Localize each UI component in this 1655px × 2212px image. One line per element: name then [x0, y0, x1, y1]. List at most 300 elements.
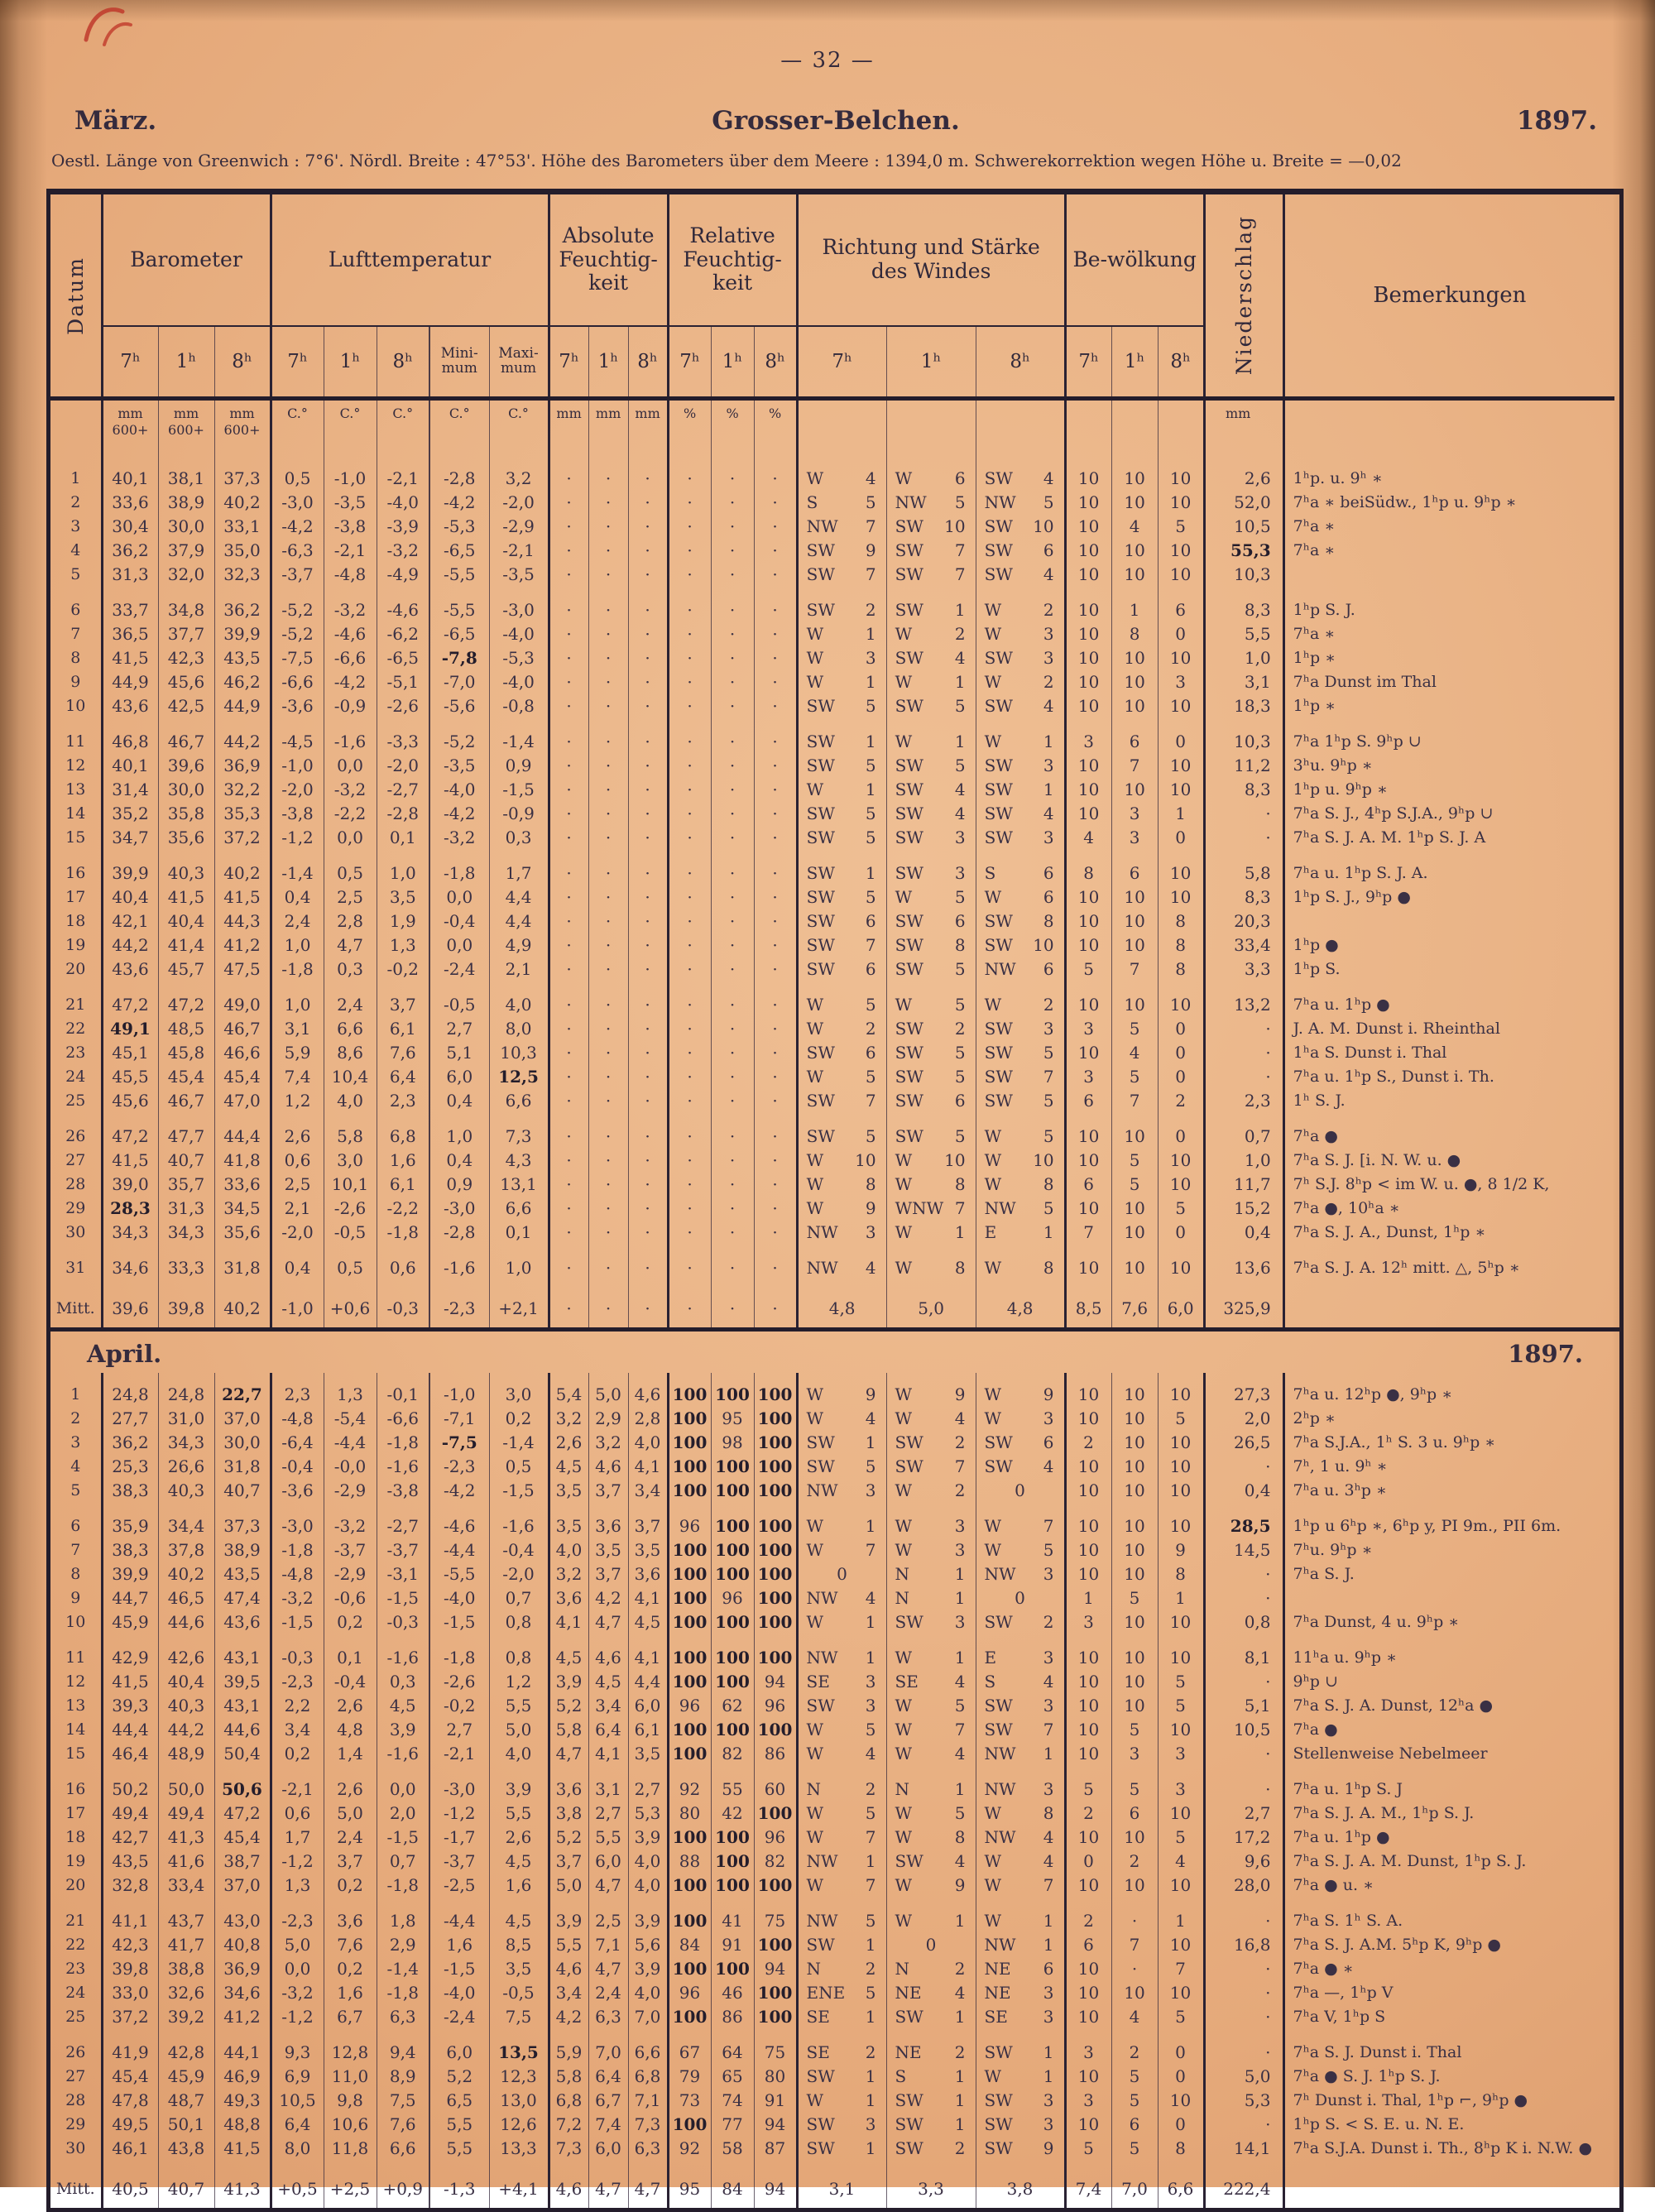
- cell-t7: 2,3: [271, 1373, 324, 1403]
- cell-t7: 5,9: [271, 1038, 324, 1062]
- cell-bw8: 0: [1158, 715, 1204, 751]
- wind-force: 3: [865, 1672, 876, 1691]
- unit-percent: %: [711, 399, 754, 458]
- cell-tmin: 0,0: [429, 882, 489, 906]
- cell-tmax: 8,0: [489, 1014, 549, 1038]
- wind-force: 1: [1043, 1222, 1054, 1242]
- cell-t1: 1,3: [324, 1373, 377, 1403]
- cell-af1: 2,5: [588, 1894, 628, 1930]
- cell-af1: 3,4: [588, 1691, 628, 1715]
- wind-force: 7: [954, 1720, 966, 1739]
- cell-w7: [797, 1763, 886, 1798]
- cell-rf7: ·: [668, 978, 711, 1014]
- cell-t8: 7,6: [377, 2109, 429, 2133]
- cell-bw1: 7: [1111, 751, 1158, 775]
- wind-force: 2: [954, 624, 966, 644]
- march-day-row: [50, 511, 1614, 535]
- cell-w1: [886, 799, 976, 823]
- cell-bem: 7ʰa S. J. A. M. 1ʰp S. J. A: [1283, 823, 1614, 847]
- cell-rf7: 96: [668, 1499, 711, 1535]
- wind-force: 1: [865, 1432, 876, 1452]
- cell-w7: [797, 457, 886, 487]
- wind-force: 1: [1043, 1744, 1054, 1763]
- cell-t7: 1,3: [271, 1870, 324, 1894]
- subheader-8h: 8ʰ: [628, 326, 668, 399]
- cell-bw8: 10: [1158, 535, 1204, 559]
- cell-b8: 45,4: [214, 1062, 271, 1086]
- march-day-row: [50, 1241, 1614, 1277]
- cell-bw1: 7: [1111, 1930, 1158, 1954]
- wind-direction: NW: [895, 492, 927, 512]
- unit-celsius: C.°: [271, 399, 324, 458]
- wind-direction: S: [895, 2066, 907, 2086]
- cell-rf7: 96: [668, 1978, 711, 2002]
- cell-rf7: ·: [668, 1086, 711, 1110]
- cell-rf7: 84: [668, 1930, 711, 1954]
- cell-rf8: ·: [754, 559, 797, 583]
- march-day-row: [50, 823, 1614, 847]
- cell-t8: -2,0: [377, 751, 429, 775]
- cell-bw7: 10: [1065, 1667, 1111, 1691]
- wind-force: 1: [1043, 1935, 1054, 1955]
- cell-w7: 3,1: [797, 2157, 886, 2208]
- cell-w1: [886, 619, 976, 643]
- cell-b8: 44,9: [214, 691, 271, 715]
- wind-direction: W: [895, 1696, 913, 1715]
- cell-rf1: ·: [711, 1145, 754, 1169]
- cell-bem: 7ʰa u. 1ʰp S., Dunst i. Th.: [1283, 1062, 1614, 1086]
- wind-direction: SW: [984, 2138, 1013, 2158]
- cell-b8: 31,8: [214, 1241, 271, 1277]
- wind-direction: E: [984, 1222, 997, 1242]
- cell-w7: [797, 1631, 886, 1667]
- cell-bw1: 5: [1111, 1583, 1158, 1607]
- cell-w1: [886, 1373, 976, 1403]
- cell-rf1: 100: [711, 1373, 754, 1403]
- cell-bem: 9ʰp ∪: [1283, 1667, 1614, 1691]
- cell-bw8: 0: [1158, 1014, 1204, 1038]
- cell-t8: 6,3: [377, 2002, 429, 2026]
- cell-rf1: 100: [711, 1870, 754, 1894]
- cell-w7: [797, 1475, 886, 1499]
- cell-tmax: -3,5: [489, 559, 549, 583]
- april-day-row: [50, 1798, 1614, 1822]
- cell-bw7: 3: [1065, 715, 1111, 751]
- cell-rf7: ·: [668, 1241, 711, 1277]
- cell-t8: -3,7: [377, 1535, 429, 1559]
- wind-force: 6: [865, 1043, 876, 1063]
- cell-t8: -6,5: [377, 643, 429, 667]
- cell-date: 8: [70, 1565, 81, 1584]
- cell-t8: -4,0: [377, 487, 429, 511]
- cell-b8: 37,0: [214, 1403, 271, 1427]
- cell-t7: -2,3: [271, 1894, 324, 1930]
- cell-bw1: 10: [1111, 1193, 1158, 1217]
- cell-af8: 3,5: [628, 1739, 668, 1763]
- cell-bw1: 4: [1111, 511, 1158, 535]
- cell-tmin: 6,0: [429, 2026, 489, 2061]
- cell-rf7: 100: [668, 1739, 711, 1763]
- cell-af7: 5,5: [549, 1930, 588, 1954]
- cell-af8: 4,4: [628, 1667, 668, 1691]
- cell-t1: 2,5: [324, 882, 377, 906]
- cell-w7: [797, 583, 886, 619]
- wind-force: 1: [865, 672, 876, 692]
- cell-w8: [976, 1499, 1065, 1535]
- cell-t7: 1,7: [271, 1822, 324, 1846]
- cell-t7: -0,3: [271, 1631, 324, 1667]
- cell-bem: 7ʰa ●, 10ʰa ∗: [1283, 1193, 1614, 1217]
- cell-af8: ·: [628, 1014, 668, 1038]
- cell-b7: 45,6: [102, 1086, 158, 1110]
- cell-af7: ·: [549, 559, 588, 583]
- wind-direction: SE: [806, 2007, 830, 2027]
- cell-t1: 2,4: [324, 1822, 377, 1846]
- cell-af8: ·: [628, 775, 668, 799]
- cell-bw7: 10: [1065, 1631, 1111, 1667]
- cell-bem: 7ʰa ● ∗: [1283, 1954, 1614, 1978]
- cell-af7: ·: [549, 847, 588, 882]
- wind-force: 6: [1043, 959, 1054, 979]
- wind-force: 6: [865, 959, 876, 979]
- cell-date: 21: [65, 1912, 86, 1931]
- wind-direction: W: [895, 887, 913, 907]
- cell-af8: ·: [628, 1062, 668, 1086]
- cell-bem: 7ʰa u. 1ʰp ●: [1283, 978, 1614, 1014]
- unit-blank: [797, 399, 886, 458]
- cell-w7: [797, 535, 886, 559]
- cell-rf1: 100: [711, 1846, 754, 1870]
- cell-w7: [797, 511, 886, 535]
- cell-bw7: 2: [1065, 1798, 1111, 1822]
- wind-direction: SE: [984, 2007, 1008, 2027]
- cell-rf7: ·: [668, 667, 711, 691]
- wind-force: 2: [954, 1959, 966, 1979]
- cell-af1: 5,5: [588, 1822, 628, 1846]
- cell-t8: 3,5: [377, 882, 429, 906]
- wind-force: 9: [1043, 1384, 1054, 1404]
- cell-w1: [886, 1217, 976, 1241]
- cell-t1: -5,4: [324, 1403, 377, 1427]
- cell-rf1: 100: [711, 1822, 754, 1846]
- cell-w1: [886, 1667, 976, 1691]
- cell-rf7: ·: [668, 1193, 711, 1217]
- march-day-row: [50, 930, 1614, 954]
- cell-w7: [797, 619, 886, 643]
- cell-bw1: 7,0: [1111, 2157, 1158, 2208]
- cell-nied: ·: [1204, 1978, 1283, 2002]
- cell-w1: [886, 535, 976, 559]
- cell-w8: [976, 1631, 1065, 1667]
- cell-w7: [797, 1930, 886, 1954]
- wind-direction: SW: [806, 2066, 835, 2086]
- cell-bw7: 10: [1065, 1241, 1111, 1277]
- cell-af8: 3,9: [628, 1894, 668, 1930]
- cell-tmax: 3,2: [489, 457, 549, 487]
- wind-direction: W: [806, 1019, 824, 1039]
- cell-t7: 0,2: [271, 1739, 324, 1763]
- cell-rf7: ·: [668, 930, 711, 954]
- cell-af7: ·: [549, 1169, 588, 1193]
- cell-rf1: ·: [711, 882, 754, 906]
- cell-t7: -2,3: [271, 1667, 324, 1691]
- cell-af8: 3,4: [628, 1475, 668, 1499]
- wind-force: 7: [865, 516, 876, 536]
- cell-b7: 50,2: [102, 1763, 158, 1798]
- cell-tmax: 4,0: [489, 978, 549, 1014]
- wind-force: 9: [865, 1384, 876, 1404]
- cell-af1: 4,6: [588, 1451, 628, 1475]
- cell-bw1: 10: [1111, 906, 1158, 930]
- cell-rf7: ·: [668, 487, 711, 511]
- cell-rf1: 100: [711, 1499, 754, 1535]
- cell-rf7: ·: [668, 535, 711, 559]
- cell-t1: 2,6: [324, 1691, 377, 1715]
- cell-t8: -0,3: [377, 1277, 429, 1327]
- cell-w1: [886, 1427, 976, 1451]
- wind-force: 7: [1043, 1516, 1054, 1536]
- wind-direction: SE: [895, 1672, 919, 1691]
- unit-mm: mm: [549, 399, 588, 458]
- wind-force: 1: [865, 1648, 876, 1667]
- wind-direction: SW: [984, 1456, 1013, 1476]
- cell-t1: 1,4: [324, 1739, 377, 1763]
- cell-rf7: ·: [668, 559, 711, 583]
- wind-force: 5: [865, 887, 876, 907]
- wind-direction: NW: [806, 516, 838, 536]
- cell-bw7: 10: [1065, 1193, 1111, 1217]
- unit-blank: [1111, 399, 1158, 458]
- cell-af1: 4,6: [588, 1631, 628, 1667]
- cell-nied: ·: [1204, 1667, 1283, 1691]
- cell-b8: 32,2: [214, 775, 271, 799]
- cell-date: 23: [65, 1960, 86, 1979]
- cell-af8: 6,1: [628, 1715, 668, 1739]
- wind-direction: SW: [984, 1432, 1013, 1452]
- cell-w7: [797, 954, 886, 978]
- wind-direction: W: [806, 468, 824, 488]
- cell-bw8: 10: [1158, 1475, 1204, 1499]
- cell-rf8: ·: [754, 978, 797, 1014]
- cell-t1: 3,7: [324, 1846, 377, 1870]
- cell-nied: 8,3: [1204, 882, 1283, 906]
- cell-w1: [886, 1038, 976, 1062]
- wind-force: 3: [954, 1516, 966, 1536]
- subheader-maximum: Maxi-mum: [489, 326, 549, 399]
- cell-b7: 39,6: [102, 1277, 158, 1327]
- cell-b8: 35,3: [214, 799, 271, 823]
- title-row: [74, 106, 1597, 136]
- cell-date: 9: [70, 673, 81, 692]
- cell-rf8: 96: [754, 1822, 797, 1846]
- cell-t7: 1,2: [271, 1086, 324, 1110]
- cell-t8: -1,4: [377, 1954, 429, 1978]
- cell-af8: ·: [628, 667, 668, 691]
- march-mitt-row: [50, 1277, 1614, 1327]
- cell-rf1: ·: [711, 535, 754, 559]
- cell-bem: 7ʰa u. 12ʰp ●, 9ʰp ∗: [1283, 1373, 1614, 1403]
- cell-rf1: 95: [711, 1403, 754, 1427]
- wind-force: 4: [1043, 564, 1054, 584]
- cell-bem: 7ʰa ●: [1283, 1110, 1614, 1145]
- wind-direction: W: [895, 1480, 913, 1500]
- cell-bw7: 5: [1065, 954, 1111, 978]
- cell-bem: 7ʰ S.J. 8ʰp < im W. u. ●, 8 1/2 K,: [1283, 1169, 1614, 1193]
- cell-tmin: -1,3: [429, 2157, 489, 2208]
- april-day-row: [50, 1667, 1614, 1691]
- wind-force: 10: [1033, 516, 1054, 536]
- cell-af8: ·: [628, 847, 668, 882]
- cell-w7: [797, 1691, 886, 1715]
- wind-direction: SW: [984, 564, 1013, 584]
- march-day-row: [50, 751, 1614, 775]
- wind-direction: W: [984, 1540, 1002, 1560]
- cell-b8: 40,2: [214, 487, 271, 511]
- cell-rf8: 100: [754, 1373, 797, 1403]
- cell-af7: ·: [549, 667, 588, 691]
- cell-tmin: -4,2: [429, 799, 489, 823]
- cell-bw7: 10: [1065, 667, 1111, 691]
- cell-rf1: 91: [711, 1930, 754, 1954]
- cell-nied: ·: [1204, 1583, 1283, 1607]
- cell-af7: 4,5: [549, 1631, 588, 1667]
- cell-rf7: 100: [668, 2002, 711, 2026]
- cell-bw1: 10: [1111, 1475, 1158, 1499]
- cell-w7: [797, 1583, 886, 1607]
- cell-tmax: 0,9: [489, 751, 549, 775]
- cell-rf7: ·: [668, 1169, 711, 1193]
- cell-t7: -1,5: [271, 1607, 324, 1631]
- wind-force: 4: [1043, 1672, 1054, 1691]
- cell-tmax: 12,5: [489, 1062, 549, 1086]
- cell-bw1: 3: [1111, 1739, 1158, 1763]
- cell-b1: 43,7: [158, 1894, 214, 1930]
- cell-w1: [886, 751, 976, 775]
- cell-bw1: 5: [1111, 1014, 1158, 1038]
- cell-tmin: -2,3: [429, 1451, 489, 1475]
- cell-af7: ·: [549, 643, 588, 667]
- cell-af1: ·: [588, 535, 628, 559]
- cell-rf1: 42: [711, 1798, 754, 1822]
- cell-nied: 9,6: [1204, 1846, 1283, 1870]
- wind-force: 7: [1043, 1067, 1054, 1087]
- cell-nied: 2,3: [1204, 1086, 1283, 1110]
- wind-force: 7: [954, 1198, 966, 1218]
- wind-force: 9: [954, 1875, 966, 1895]
- cell-nied: 5,1: [1204, 1691, 1283, 1715]
- cell-tmax: 0,1: [489, 1217, 549, 1241]
- cell-bw7: 10: [1065, 1451, 1111, 1475]
- cell-tmax: 4,5: [489, 1894, 549, 1930]
- cell-bw7: 10: [1065, 559, 1111, 583]
- wind-direction: SW: [984, 1696, 1013, 1715]
- cell-bw1: 10: [1111, 1978, 1158, 2002]
- cell-af8: ·: [628, 882, 668, 906]
- cell-t1: -0,4: [324, 1667, 377, 1691]
- cell-tmin: -1,0: [429, 1373, 489, 1403]
- wind-direction: SW: [895, 2090, 923, 2110]
- cell-bw1: 3: [1111, 799, 1158, 823]
- cell-bw7: 6: [1065, 1930, 1111, 1954]
- cell-b7: 39,8: [102, 1954, 158, 1978]
- cell-b1: 40,7: [158, 2157, 214, 2208]
- cell-bw8: 6,6: [1158, 2157, 1204, 2208]
- cell-bw7: 10: [1065, 1475, 1111, 1499]
- cell-w1: [886, 1846, 976, 1870]
- cell-bw7: 10: [1065, 619, 1111, 643]
- april-table: [50, 1373, 1614, 2208]
- wind-force: 6: [1043, 540, 1054, 560]
- cell-rf1: 96: [711, 1583, 754, 1607]
- cell-w1: [886, 2026, 976, 2061]
- cell-tmax: -5,3: [489, 643, 549, 667]
- cell-rf7: 100: [668, 1451, 711, 1475]
- cell-t7: 9,3: [271, 2026, 324, 2061]
- april-day-row: [50, 1739, 1614, 1763]
- cell-t7: 0,0: [271, 1954, 324, 1978]
- cell-w8: 3,8: [976, 2157, 1065, 2208]
- cell-bw7: 10: [1065, 1870, 1111, 1894]
- cell-t7: -1,2: [271, 2002, 324, 2026]
- cell-bem: 7ʰa —, 1ʰp V: [1283, 1978, 1614, 2002]
- cell-rf1: 65: [711, 2061, 754, 2085]
- cell-rf7: ·: [668, 751, 711, 775]
- cell-bem: 7ʰa S. J. A. Dunst, 12ʰa ●: [1283, 1691, 1614, 1715]
- cell-b7: 36,2: [102, 535, 158, 559]
- cell-b8: 40,2: [214, 847, 271, 882]
- wind-force: 5: [865, 995, 876, 1015]
- wind-direction: SW: [806, 1696, 835, 1715]
- cell-rf8: ·: [754, 1217, 797, 1241]
- cell-b7: 49,5: [102, 2109, 158, 2133]
- cell-bw8: 8: [1158, 930, 1204, 954]
- cell-nied: 13,2: [1204, 978, 1283, 1014]
- cell-w8: [976, 691, 1065, 715]
- wind-force: 3: [1043, 2114, 1054, 2134]
- wind-direction: SW: [806, 1091, 835, 1111]
- wind-direction: W: [984, 1174, 1002, 1194]
- cell-w8: [976, 1241, 1065, 1277]
- march-day-row: [50, 559, 1614, 583]
- cell-b1: 42,6: [158, 1631, 214, 1667]
- cell-bw8: 5: [1158, 1403, 1204, 1427]
- cell-af8: 5,6: [628, 1930, 668, 1954]
- cell-bw8: 0: [1158, 1110, 1204, 1145]
- cell-b7: 32,8: [102, 1870, 158, 1894]
- cell-b7: 47,8: [102, 2085, 158, 2109]
- cell-w8: [976, 1691, 1065, 1715]
- cell-w1: [886, 823, 976, 847]
- cell-t7: 10,5: [271, 2085, 324, 2109]
- cell-bw8: 10: [1158, 691, 1204, 715]
- cell-b1: 48,9: [158, 1739, 214, 1763]
- wind-force: 9: [865, 540, 876, 560]
- cell-af8: 3,7: [628, 1499, 668, 1535]
- cell-bw7: 10: [1065, 1559, 1111, 1583]
- cell-b1: 45,8: [158, 1038, 214, 1062]
- cell-t1: 0,2: [324, 1607, 377, 1631]
- march-day-row: [50, 775, 1614, 799]
- cell-w1: [886, 1145, 976, 1169]
- cell-date: 5: [70, 1481, 81, 1500]
- cell-rf1: 74: [711, 2085, 754, 2109]
- cell-b1: 40,7: [158, 1145, 214, 1169]
- cell-w7: [797, 751, 886, 775]
- cell-b7: 49,1: [102, 1014, 158, 1038]
- cell-tmin: -1,7: [429, 1822, 489, 1846]
- wind-direction: W: [895, 1384, 913, 1404]
- cell-rf7: ·: [668, 1277, 711, 1327]
